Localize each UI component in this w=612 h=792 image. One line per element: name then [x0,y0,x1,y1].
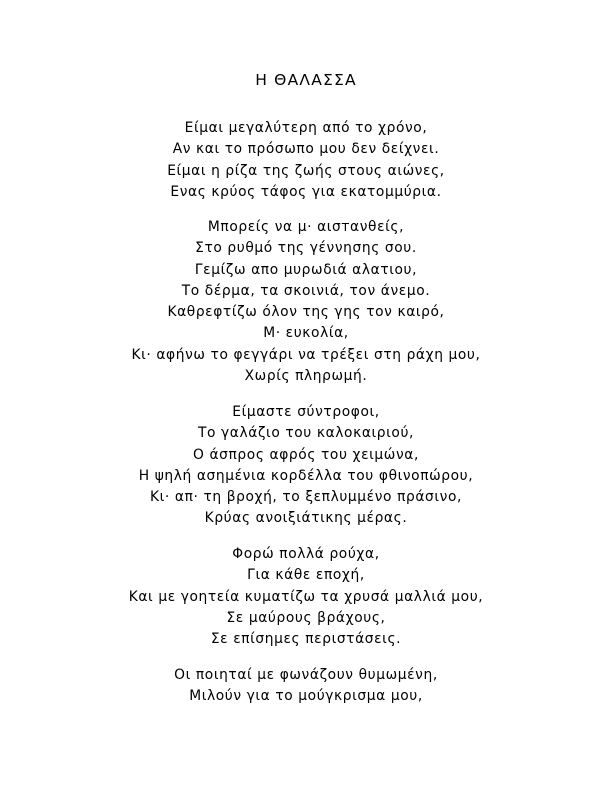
poem-line: Για κάθε εποχή, [247,567,365,584]
stanza-2 [0,217,612,387]
stanza-5 [0,665,612,708]
poem-line: Η ψηλή ασημένια κορδέλλα του φθινοπώρου, [138,467,474,484]
poem-line: Το δέρμα, τα σκοινιά, τον άνεμο. [181,282,431,299]
poem-line: Στο ρυθμό της γέννησης σου. [195,240,417,257]
poem-line: Είμαι η ρίζα της ζωής στους αιώνες, [167,162,445,179]
poem-line: Οι ποιηταί με φωνάζουν θυμωμένη, [174,667,438,683]
poem-line: Το γαλάζιο του καλοκαιριού, [197,425,415,442]
poem-line: Αν και το πρόσωπο μου δεν δείχνει. [172,141,440,158]
stanza-4 [0,544,612,650]
stanza-1 [0,118,612,203]
poem-line: Φορώ πολλά ρούχα, [232,546,380,562]
poem-line: Καθρεφτίζω όλον της γης τον καιρό, [167,304,445,321]
poem-line: Είμαστε σύντροφοι, [232,404,380,420]
poem-line: Κι· αφήνω το φεγγάρι να τρέξει στη ράχη μου, [131,346,481,363]
poem-line: Μ· ευκολία, [263,325,349,342]
poem-line: Ο άσπρος αφρός του χειμώνα, [193,446,419,463]
poem-line: Χωρίς πληρωμή. [244,368,368,385]
poem-line: Μπορείς να μ· αισтανθείς, [207,219,405,235]
stanza-3 [0,402,612,530]
poem-line: Γεμίζω απο μυρωδιά αλατιου, [194,261,418,278]
poem-line: Κρύας ανοιξιάτικης μέρας. [204,510,408,527]
poem-title: Η ΘΑΛΑΣΣΑ [255,71,357,89]
poem-line: Σε επίσημες περιστάσεις. [210,631,402,648]
poem-line: Και με γοητεία κυματίζω τα χρυσά μαλλιά μου, [128,588,484,605]
poem-line: Σε μαύρους βράχους, [226,609,386,626]
poem-line: Είμαι μεγαλύτερη από το χρόνο, [184,120,428,136]
poem-line: Κι· απ· τη βροχή, το ξεπλυμμένο πράσινο, [150,489,462,506]
poem-line: Ενας κρύος τάφος για εκατομμύρια. [170,183,442,200]
poem-line: Μιλούν για το μούγκρισμα μου, [189,688,423,705]
